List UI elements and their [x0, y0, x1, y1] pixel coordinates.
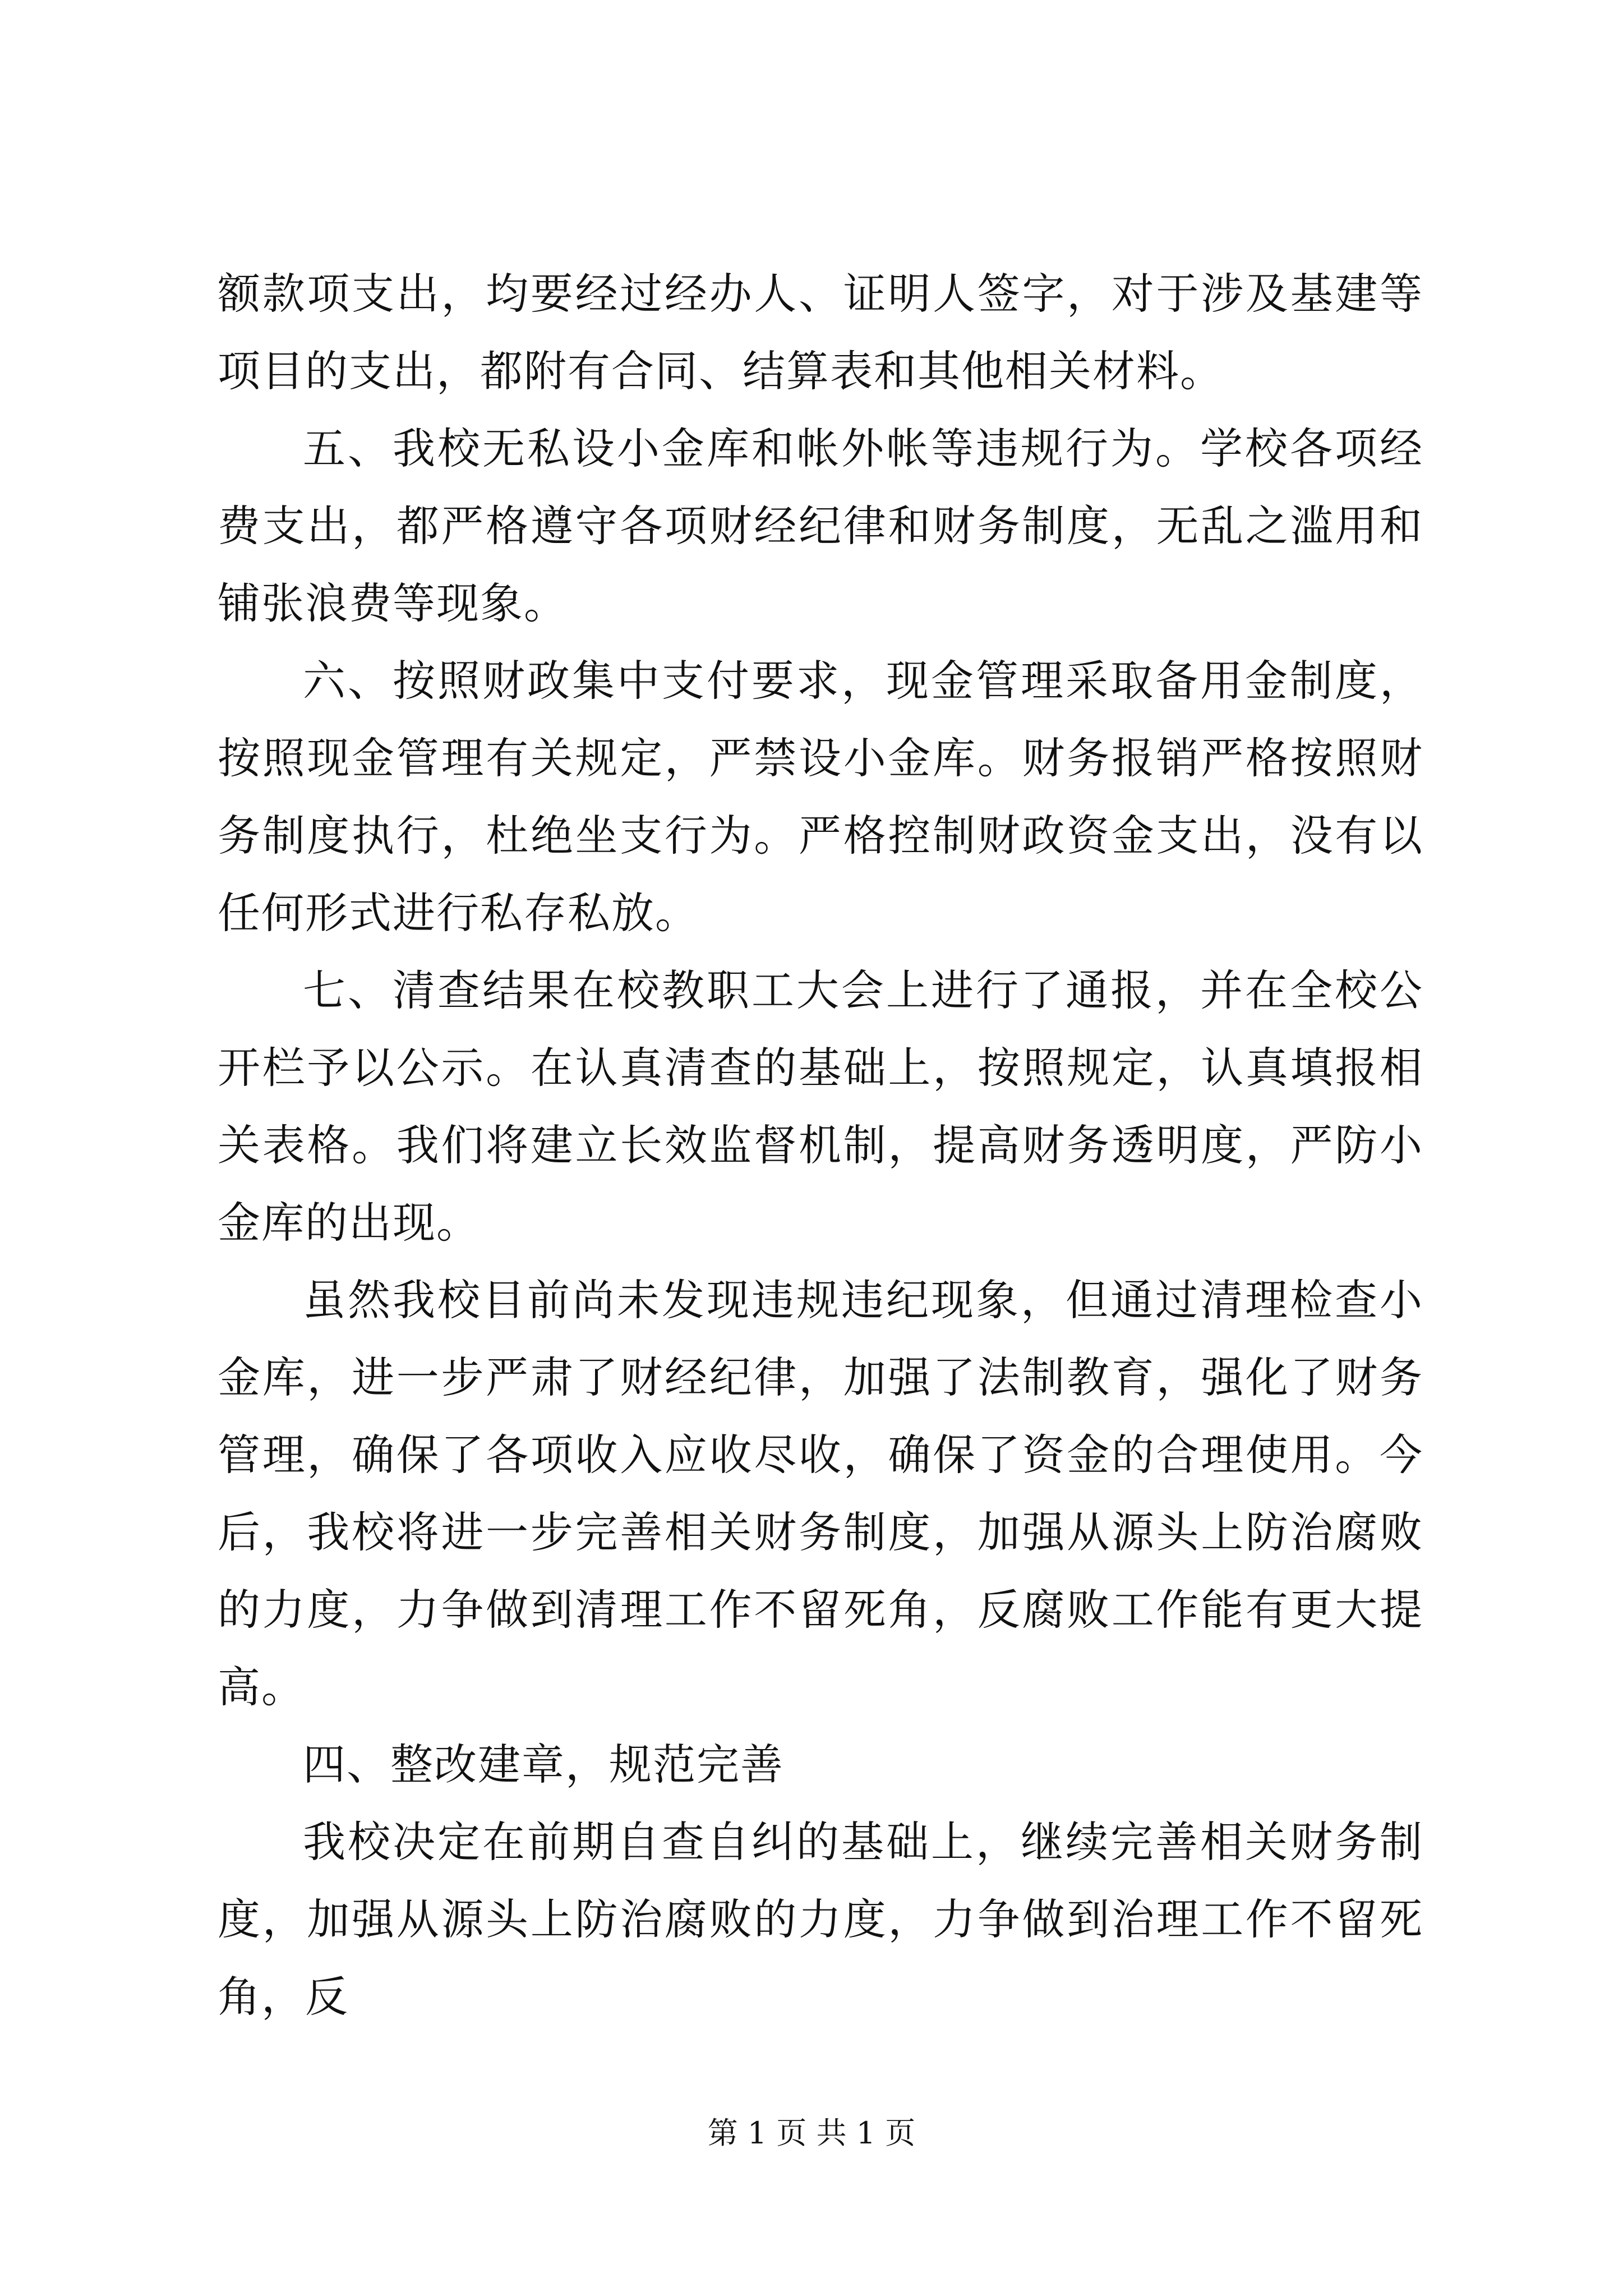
paragraph-summary: 虽然我校目前尚未发现违规违纪现象，但通过清理检查小金库，进一步严肃了财经纪律，加强了法制教育，强化了财务管理，确保了各项收入应收尽收，确保了资金的合理使用。今后，我校将进一步完善相关财务制度，加强从源头上防治腐败的力度，力争做到清理工作不留死角，反腐败工作能有更大提高。 — [218, 1275, 1423, 1712]
section-heading-four: 四、整改建章，规范完善 — [303, 1740, 784, 1789]
paragraph-item-five: 五、我校无私设小金库和帐外帐等违规行为。学校各项经费支出，都严格遵守各项财经纪律和财务制度，无乱之滥用和铺张浪费等现象。 — [218, 424, 1423, 628]
page-footer — [0, 2114, 1623, 2153]
paragraph-rectification: 我校决定在前期自查自纠的基础上，继续完善相关财务制度，加强从源头上防治腐败的力度，力争做到治理工作不留死角，反 — [218, 1817, 1423, 2022]
document-body — [218, 255, 1423, 2036]
paragraph-continuation: 额款项支出，均要经过经办人、证明人签字，对于涉及基建等项目的支出，都附有合同、结算表和其他相关材料。 — [218, 269, 1423, 396]
page-number-label: 第 1 页 共 1 页 — [707, 2115, 916, 2151]
paragraph-item-seven: 七、清查结果在校教职工大会上进行了通报，并在全校公开栏予以公示。在认真清查的基础上，按照规定，认真填报相关表格。我们将建立长效监督机制，提高财务透明度，严防小金库的出现。 — [218, 965, 1423, 1248]
paragraph-item-six: 六、按照财政集中支付要求，现金管理采取备用金制度，按照现金管理有关规定，严禁设小金库。财务报销严格按照财务制度执行，杜绝坐支行为。严格控制财政资金支出，没有以任何形式进行私存私放。 — [218, 656, 1423, 938]
